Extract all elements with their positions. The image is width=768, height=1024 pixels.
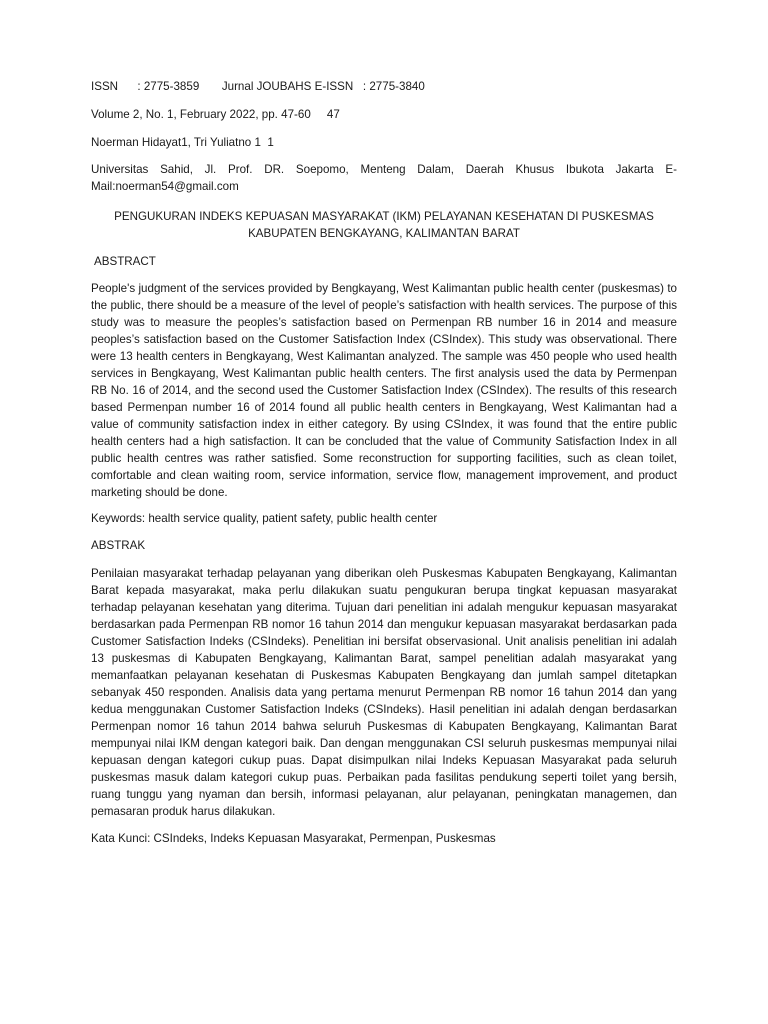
issn-line: ISSN : 2775-3859 Jurnal JOUBAHS E-ISSN : 2775-3840: [91, 80, 425, 93]
abstract-heading: ABSTRACT: [94, 255, 156, 268]
abstract-keywords: Keywords: health service quality, patient safety, public health center: [91, 512, 438, 525]
abstract-body: People's judgment of the services provided by Bengkayang, West Kalimantan public health center (puskesmas) to the public, there should be a measure of the level of people’s satisfaction with health services. The purpose of this study was to measure the peoples’s satisfaction based on Permenpan RB number 16 in 2014 and measure peoples’s satisfaction based on the Customer Satisfaction Index (CSIndex). This study was observational. There were 13 health centers in Bengkayang, West Kalimantan analyzed. The sample was 450 people who used health services in Bengkayang, West Kalimantan public health centers. The first analysis used the data by Permenpan RB No. 16 of 2014, and the second used the Customer Satisfaction Index (CSIndex). The results of this research based Permenpan number 16 of 2014 found all public health centers in Bengkayang, West Kalimantan had a value of community satisfaction index in either category. By using CSIndex, it was found that the entire public health centers had a high satisfaction. It can be concluded that the value of Community Satisfaction Index in all public health centres was rather satisfied. Some reconstruction for supporting facilities, such as clean toilet, comfortable and clean waiting room, service information, service flow, management improvement, and product marketing should be done.: [91, 282, 677, 499]
document-page: [91, 78, 677, 847]
affiliation: Universitas Sahid, Jl. Prof. DR. Soepomo, Menteng Dalam, Daerah Khusus Ibukota Jakarta E-Mail:noerman54@gmail.com: [91, 163, 677, 193]
abstrak-body: Penilaian masyarakat terhadap pelayanan yang diberikan oleh Puskesmas Kabupaten Bengkayang, Kalimantan Barat kepada masyarakat, maka perlu dilakukan suatu pengukuran berupa tingkat kepuasan masyarakat terhadap pelayanan kesehatan yang diterima. Tujuan dari penelitian ini adalah mengukur kepuasan masyarakat berdasarkan pada Permenpan RB nomor 16 tahun 2014 dan mengukur kepuasan masyarakat berdasarkan pada Customer Satisfaction Indeks (CSIndeks). Penelitian ini bersifat observasional. Unit analisis penelitian ini adalah 13 puskesmas di Kabupaten Bengkayang, Kalimantan Barat, sampel penelitian adalah masyarakat yang memanfaatkan pelayanan kesehatan di Puskesmas Kabupaten Bengkayang dan jumlah sampel ditetapkan sebanyak 450 responden. Analisis data yang pertama menurut Permenpan RB nomor 16 tahun 2014 dan yang kedua menggunakan Customer Satisfaction Indeks (CSIndeks). Hasil penelitian ini adalah dengan berdasarkan Permenpan nomor 16 tahun 2014 bahwa seluruh Puskesmas di Kabupaten Bengkayang, Kalimantan Barat mempunyai nilai IKM dengan kategori baik. Dan dengan menggunakan CSI seluruh puskesmas mempunyai nilai kepuasan dengan kategori cukup puas. Dapat disimpulkan nilai Indeks Kepuasan Masyarakat pada seluruh puskesmas masuk dalam kategori cukup puas. Perbaikan pada fasilitas pendukung seperti toilet yang bersih, ruang tunggu yang nyaman dan bersih, informasi pelayanan, alur pelayanan, peningkatan managemen, dan pemasaran produk harus dilakukan.: [91, 567, 677, 818]
authors-line: Noerman Hidayat1, Tri Yuliatno 1 1: [91, 136, 274, 149]
volume-line: Volume 2, No. 1, February 2022, pp. 47-60 47: [91, 108, 340, 121]
abstrak-keywords: Kata Kunci: CSIndeks, Indeks Kepuasan Masyarakat, Permenpan, Puskesmas: [91, 832, 496, 845]
paper-title: PENGUKURAN INDEKS KEPUASAN MASYARAKAT (IKM) PELAYANAN KESEHATAN DI PUSKESMAS KABUPATEN BENGKAYANG, KALIMANTAN BARAT: [114, 210, 654, 240]
abstrak-heading: ABSTRAK: [91, 539, 146, 552]
